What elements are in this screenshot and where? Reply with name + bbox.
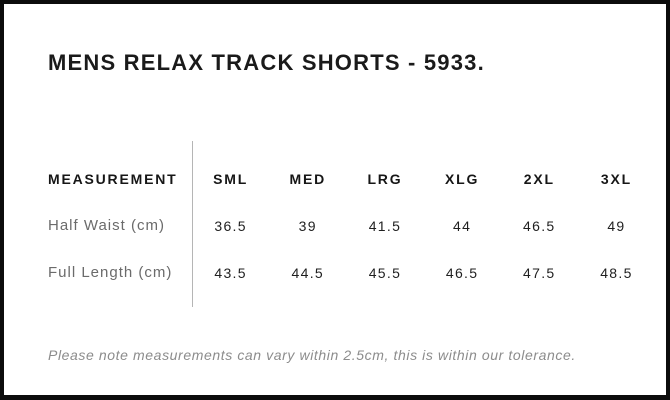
column-header-2xl: 2XL — [523, 170, 555, 187]
column-header-xlg: XLG — [445, 170, 480, 187]
page-title: MENS RELAX TRACK SHORTS - 5933. — [48, 50, 485, 75]
full-length-sml-value: 43.5 — [214, 264, 247, 281]
full-length-lrg-value: 45.5 — [368, 264, 402, 281]
size-chart-rows — [48, 141, 655, 296]
column-header-measurement: MEASUREMENT — [48, 170, 178, 187]
row-label-full-length: Full Length (cm) — [48, 264, 173, 281]
table-row-full-length — [48, 249, 655, 296]
table-header-row — [48, 155, 655, 202]
column-header-sml: SML — [213, 170, 249, 187]
column-header-3xl: 3XL — [600, 170, 632, 187]
column-header-med: MED — [289, 170, 327, 187]
full-length-med-value: 44.5 — [291, 264, 324, 281]
full-length-3xl-value: 48.5 — [600, 264, 633, 281]
tolerance-note: Please note measurements can vary within 2.5cm, this is within our tolerance. — [48, 347, 576, 363]
half-waist-xlg-value: 44 — [453, 217, 472, 234]
half-waist-3xl-value: 49 — [607, 217, 626, 234]
half-waist-2xl-value: 46.5 — [523, 217, 556, 234]
size-chart-table — [48, 141, 655, 296]
table-column-divider — [192, 141, 193, 307]
full-length-xlg-value: 46.5 — [445, 264, 479, 281]
column-header-lrg: LRG — [367, 170, 403, 187]
half-waist-lrg-value: 41.5 — [368, 217, 402, 234]
full-length-2xl-value: 47.5 — [523, 264, 556, 281]
half-waist-sml-value: 36.5 — [214, 217, 247, 234]
row-label-half-waist: Half Waist (cm) — [48, 217, 165, 234]
half-waist-med-value: 39 — [298, 217, 317, 234]
table-row-half-waist — [48, 202, 655, 249]
